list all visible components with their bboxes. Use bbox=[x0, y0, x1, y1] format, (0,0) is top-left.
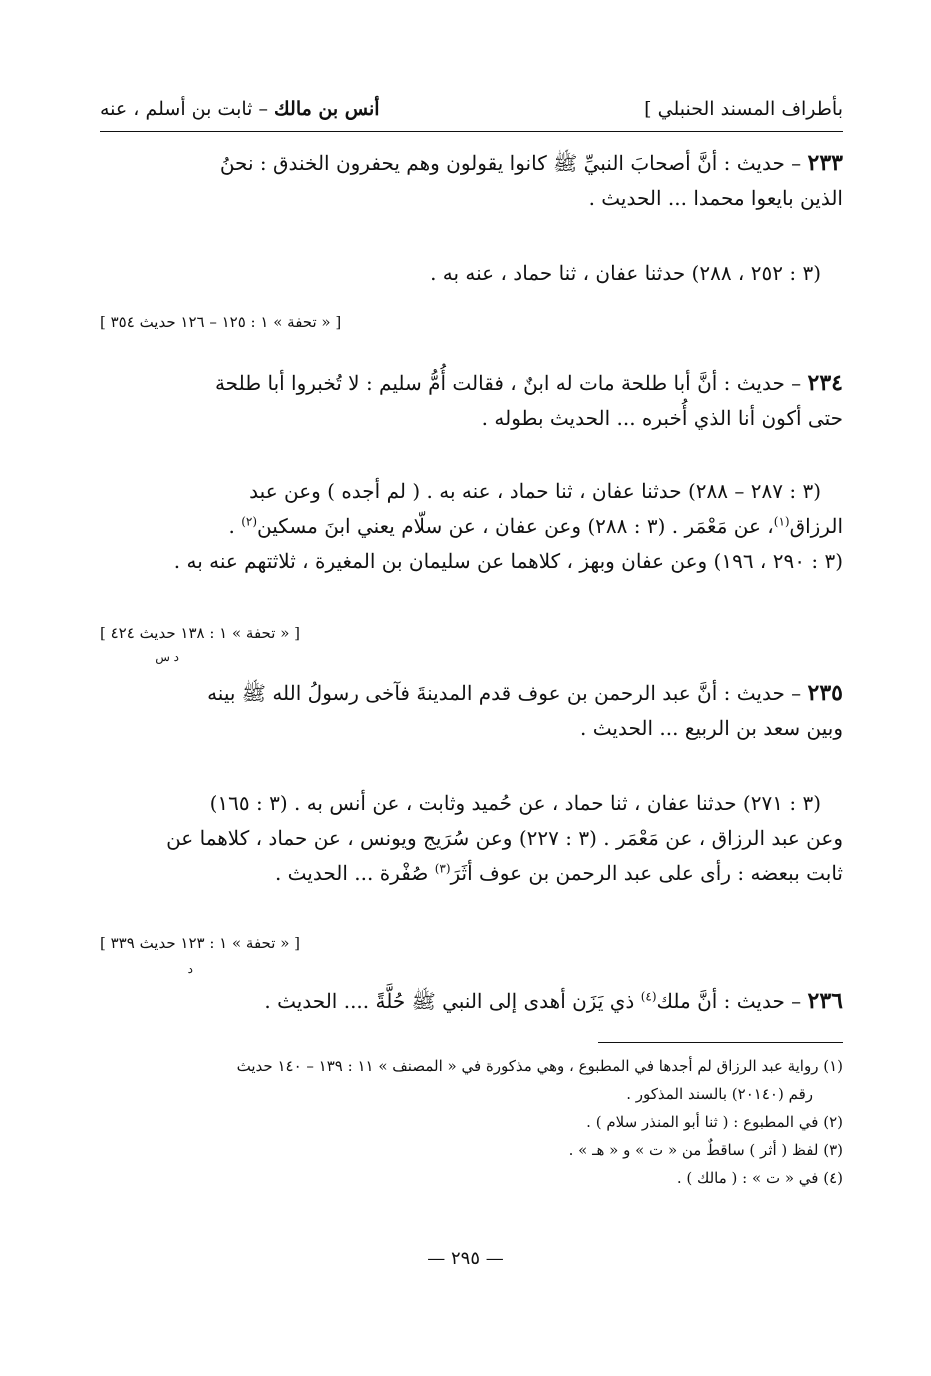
footnote-separator bbox=[598, 1042, 843, 1043]
hadith-236-text bbox=[100, 984, 843, 1019]
hadith-234-line-1-text: – حديث : أنَّ أبا طلحة مات له ابنٌ ، فقالت أُمُّ سليم : لا تُخبروا أبا طلحة bbox=[214, 371, 802, 395]
header-book-title: بأطراف المسند الحنبلي ] bbox=[644, 98, 843, 120]
hadith-text: – حديث : أنَّ ملك bbox=[656, 989, 802, 1013]
hadith-235-line-2: وبين سعد بن الربيع ... الحديث . bbox=[580, 716, 843, 740]
header-companion-name: أنس بن مالك bbox=[274, 98, 380, 120]
footnote-ref-3: (٣) bbox=[434, 861, 451, 876]
running-header bbox=[100, 92, 843, 128]
footnote-3: (٣) لفظ ( أثر ) ساقطٌ من « ت » و « هـ » . bbox=[568, 1141, 843, 1159]
hadith-233-text bbox=[100, 146, 843, 216]
hadith-235-source-1: (٣ : ٢٧١) حدثنا عفان ، ثنا حماد ، عن حُميد وثابت ، عن أنس به . (٣ : ١٦٥) bbox=[209, 791, 821, 815]
hadith-234-source-3: (٣ : ٢٩٠ ، ١٩٦) وعن عفان وبهز ، كلاهما عن سليمان بن المغيرة ، ثلاثتهم عنه به . bbox=[173, 549, 843, 573]
hadith-number: ٢٣٣ bbox=[807, 150, 843, 176]
footnote-4: (٤) في « ت » : ( مالك ) . bbox=[676, 1169, 843, 1187]
footnote-1-continued: رقم (٢٠١٤٠) بالسند المذكور . bbox=[626, 1085, 813, 1103]
hadith-233-line-1-text: – حديث : أنَّ أصحابَ النبيِّ ﷺ كانوا يقولون وهم يحفرون الخندق : نحنُ bbox=[219, 151, 802, 175]
hadith-number: ٢٣٦ bbox=[807, 988, 843, 1014]
hadith-233-line-2: الذين بايعوا محمدا ... الحديث . bbox=[588, 186, 843, 210]
hadith-number: ٢٣٤ bbox=[807, 370, 843, 396]
hadith-234-sources bbox=[100, 474, 843, 579]
footnote-2: (٢) في المطبوع : ( ثنا أبو المنذر سلام ) . bbox=[586, 1113, 843, 1131]
hadith-235-source-2: وعن عبد الرزاق ، عن مَعْمَر . (٣ : ٢٢٧) وعن سُرَيج ويونس ، عن حماد ، كلاهما عن bbox=[166, 826, 843, 850]
hadith-233-line-1 bbox=[100, 146, 843, 181]
hadith-235-source-3 bbox=[100, 856, 843, 891]
hadith-234-source-2 bbox=[100, 509, 843, 544]
hadith-number: ٢٣٥ bbox=[807, 680, 843, 706]
hadith-234-source-1: (٣ : ٢٨٧ – ٢٨٨) حدثنا عفان ، ثنا حماد ، عنه به . ( لم أجده ) وعن عبد bbox=[249, 479, 821, 503]
source-text: ثابت ببعضه : رأى على عبد الرحمن بن عوف أثَرَ bbox=[450, 861, 843, 885]
hadith-234-line-1 bbox=[100, 366, 843, 401]
hadith-235-line-1 bbox=[100, 676, 843, 711]
hadith-235-tuhfa-ref: [ « تحفة » ١ : ١٢٣ حديث ٣٣٩ ] bbox=[100, 934, 300, 952]
hadith-233-source: (٣ : ٢٥٢ ، ٢٨٨) حدثنا عفان ، ثنا حماد ، عنه به . bbox=[430, 261, 821, 285]
hadith-235-sources bbox=[100, 786, 843, 891]
header-section-title bbox=[100, 98, 380, 120]
hadith-233-tuhfa-ref: [ « تحفة » ١ : ١٢٥ – ١٢٦ حديث ٣٥٤ ] bbox=[100, 313, 342, 331]
header-rule bbox=[100, 131, 843, 132]
footnotes bbox=[100, 1052, 843, 1192]
source-text: . bbox=[228, 514, 242, 538]
hadith-234-tuhfa-ref: [ « تحفة » ١ : ١٣٨ حديث ٤٢٤ ] bbox=[100, 624, 300, 642]
hadith-235-text bbox=[100, 676, 843, 746]
hadith-234-text bbox=[100, 366, 843, 436]
hadith-235-line-1-text: – حديث : أنَّ عبد الرحمن بن عوف قدم المدينةَ فآخى رسولُ الله ﷺ بينه bbox=[207, 681, 802, 705]
header-narrator: – ثابت بن أسلم ، عنه bbox=[100, 98, 275, 120]
footnote-ref-1: (١) bbox=[773, 514, 790, 529]
footnote-1: (١) رواية عبد الرزاق لم أجدها في المطبوع ، وهي مذكورة في « المصنف » ١١ : ١٣٩ – ١٤٠ حديث bbox=[236, 1057, 843, 1075]
footnote-ref-4: (٤) bbox=[640, 989, 657, 1004]
hadith-text: ذي يَزَن أهدى إلى النبي ﷺ حُلَّةً .... الحديث . bbox=[264, 989, 641, 1013]
hadith-234-line-2: حتى أكون أنا الذي أُخبره ... الحديث بطوله . bbox=[481, 406, 843, 430]
hadith-235-siglum: د س bbox=[155, 650, 179, 664]
source-text: ، عن مَعْمَر . (٣ : ٢٨٨) وعن عفان ، عن سلّام يعني ابنَ مسكين bbox=[257, 514, 774, 538]
source-text: الرزاق bbox=[789, 514, 843, 538]
source-text: صُفْرة ... الحديث . bbox=[274, 861, 435, 885]
hadith-236-line-1 bbox=[100, 984, 843, 1019]
footnote-ref-2: (٢) bbox=[241, 514, 258, 529]
hadith-236-siglum: د bbox=[187, 962, 193, 976]
page-number: — ٢٩٥ — bbox=[427, 1248, 504, 1269]
